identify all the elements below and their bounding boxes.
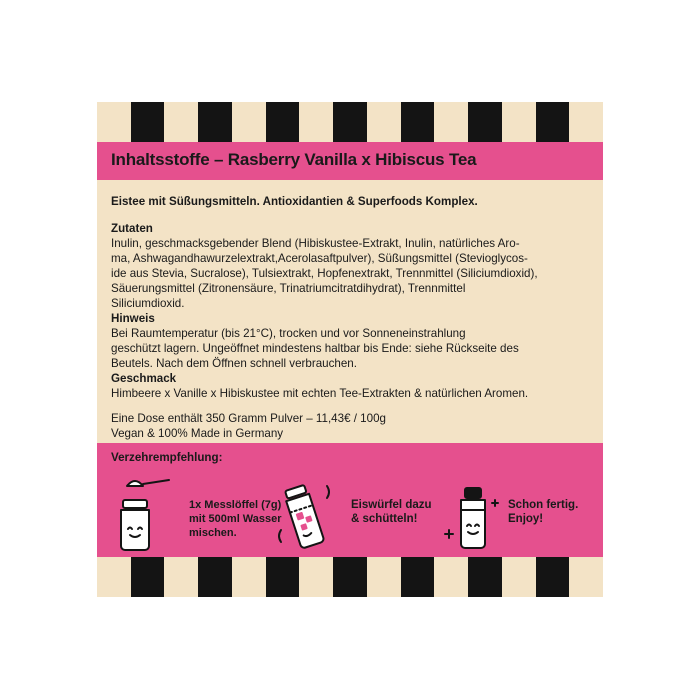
shaking-bottle-icon [271,478,341,558]
ingredients-content [111,194,591,441]
flavor-line: Himbeere x Vanille x Hibiskustee mit echten Tee-Extrakten & natürlichen Aromen. [111,387,529,400]
vegan-line: Vegan & 100% Made in Germany [111,427,284,440]
storage-notice-text [111,326,591,371]
section-heading-hinweis: Hinweis [111,312,155,325]
ingredients-line: Siliciumdioxid. [111,297,185,310]
happy-bottle-icon [439,474,509,554]
bottle-scoop-icon [107,474,177,554]
dose-line: Eine Dose enthält 350 Gramm Pulver – 11,43€ / 100g [111,412,386,425]
ingredients-line: ide aus Stevia, Sucralose), Tulsiextrakt, Hopfenextrakt, Trennmittel (Siliciumdioxid), [111,267,538,280]
notice-line: Bei Raumtemperatur (bis 21°C), trocken und vor Sonneneinstrahlung [111,327,466,340]
top-checker-stripe [97,102,603,142]
step-2-text: Eiswürfel dazu & schütteln! [351,499,432,525]
ingredients-text [111,236,591,311]
bottom-checker-stripe [97,557,603,597]
product-subtitle: Eistee mit Süßungsmitteln. Antioxidantien & Superfoods Komplex. [111,195,478,208]
ingredients-label-card [97,102,603,597]
ingredients-line: Säuerungsmittel (Zitronensäure, Trinatriumcitratdihydrat), Trennmittel [111,282,466,295]
ingredients-line: ma, Ashwagandhawurzelextrakt,Acerolasaftpulver), Süßungsmittel (Stevioglycos- [111,252,528,265]
recommendation-label: Verzehrempfehlung: [111,451,223,464]
step-3-text: Schon fertig. Enjoy! [508,499,579,525]
section-heading-geschmack: Geschmack [111,372,177,385]
section-heading-zutaten: Zutaten [111,222,153,235]
notice-line: geschützt lagern. Ungeöffnet mindestens haltbar bis Ende: siehe Rückseite des [111,342,519,355]
flavor-text [111,386,591,401]
notice-line: Beutels. Nach dem Öffnen schnell verbrauchen. [111,357,357,370]
dose-info [111,411,591,441]
step-1-text: 1x Messlöffel (7g) mit 500ml Wasser mischen. [189,499,282,539]
page-title: Inhaltsstoffe – Rasberry Vanilla x Hibiscus Tea [111,150,477,169]
ingredients-line: Inulin, geschmacksgebender Blend (Hibiskustee-Extrakt, Inulin, natürliches Aro- [111,237,520,250]
